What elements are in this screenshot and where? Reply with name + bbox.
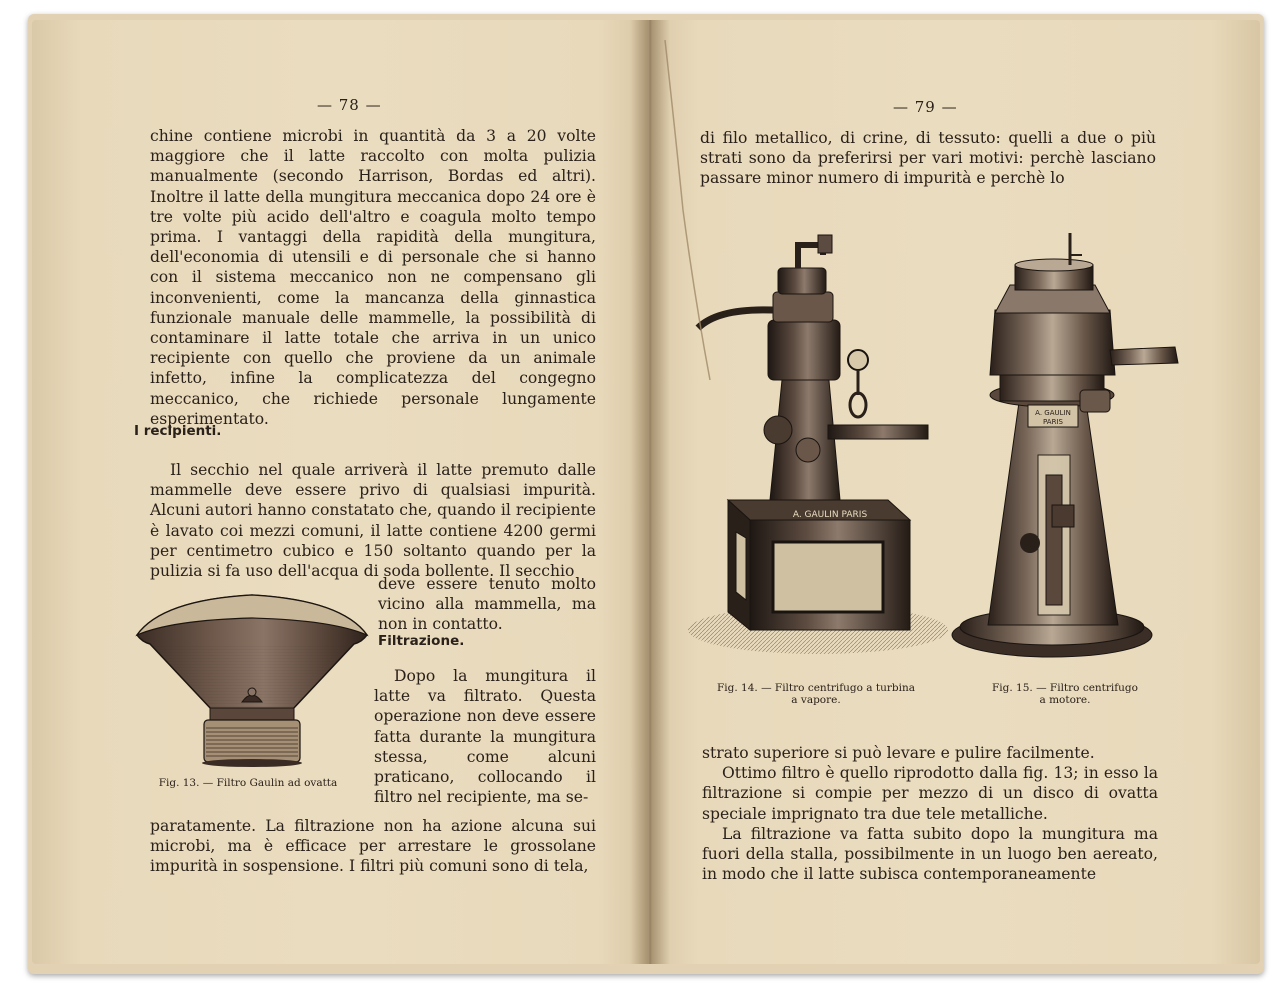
funnel-filter-illustration	[132, 580, 372, 780]
paragraph-text: La filtrazione va fatta subito dopo la mungitura ma fuori della stalla, possibilmente in un luogo ben aereato, in modo che il latte subisca contemporaneamente	[702, 824, 1158, 884]
figure-14-caption	[696, 682, 936, 706]
paragraph-recipienti-cont	[378, 574, 596, 635]
paragraph-text: chine contiene microbi in quantità da 3 a 20 volte maggiore che il latte raccolto con molta pulizia manualmente (secondo Harrison, Bordas ed altri). Inoltre il latte della mungitura meccanica dopo 24 ore è tre volte più acido dell'altro e coagula molto tempo prima. I vantaggi della rapidità della mungitura, dell'economia di utensili e di personale che si hanno con il sistema meccanico non ne compensano gli inconvenienti, come la mancanza della ginnastica funzionale manuale delle mammelle, la possibilità di contaminare il latte totale che arriva in un unico recipiente con quello che proviene da un animale infetto, infine la complicatezza del congegno meccanico, che richiede personale lungamente esperimentato.	[150, 127, 596, 428]
paragraph-text: di filo metallico, di crine, di tessuto: quelli a due o più strati sono da preferirsi per vari motivi: perchè lasciano passare minor numero di impurità e perchè lo	[700, 129, 1156, 188]
caption-line: Fig. 14. — Filtro centrifugo a turbina	[717, 682, 915, 694]
maker-plate-line1: A. GAULIN	[1035, 409, 1071, 417]
paragraph-text: Dopo la mungitura il latte va filtrato. Questa operazione non deve essere fatta durante la mungitura stessa, come alcuni praticano, collocando il filtro nel recipiente, ma se-	[374, 667, 596, 807]
paragraph-filtrazione	[374, 666, 596, 807]
paragraph-text: strato superiore si può levare e pulire facilmente.	[702, 744, 1095, 762]
figure-15-caption	[950, 682, 1180, 706]
page-number: — 79 —	[893, 98, 958, 116]
section-heading-recipienti: I recipienti.	[134, 423, 222, 439]
paragraph-text: deve essere tenuto molto vicino alla mammella, ma non in contatto.	[378, 575, 596, 634]
paragraph-text: Il secchio nel quale arriverà il latte premuto dalle mammelle deve essere privo di qualsiasi impurità. Alcuni autori hanno constatato che, quando il recipiente è lavato coi mezzi comuni, il latte contiene 4200 germi per centimetro cubico e 150 soltanto quando per la pulizia si fa uso dell'acqua di soda bollente. Il secchio	[150, 461, 596, 581]
page-number: — 78 —	[317, 96, 382, 114]
paragraph-recipienti	[150, 460, 596, 581]
figure-13-caption: Fig. 13. — Filtro Gaulin ad ovatta	[158, 777, 338, 789]
turbine-filter-illustration	[678, 220, 948, 660]
figure-14-turbine-filter	[678, 220, 948, 660]
caption-line: a motore.	[1039, 694, 1091, 706]
caption-line: a vapore.	[791, 694, 841, 706]
caption-line: Fig. 15. — Filtro centrifugo	[992, 682, 1138, 694]
paragraph-text: paratamente. La filtrazione non ha azione alcuna sui microbi, ma è efficace per arrestare le grossolane impurità in sospensione. I filtri più comuni sono di tela,	[150, 817, 596, 876]
paragraph-filtrazione-cont	[150, 816, 596, 877]
maker-plate-line2: PARIS	[1043, 418, 1063, 426]
paragraph-text: Ottimo filtro è quello riprodotto dalla fig. 13; in esso la filtrazione si compie per mezzo di un disco di ovatta speciale imprignato tra due tele metalliche.	[702, 764, 1158, 823]
motor-filter-illustration	[940, 225, 1190, 665]
figure-15-motor-filter	[940, 225, 1190, 665]
section-heading-filtrazione: Filtrazione.	[378, 633, 465, 649]
left-page	[32, 20, 648, 964]
right-page	[650, 20, 1260, 964]
paragraph-milking-machine	[150, 126, 596, 429]
maker-plate: A. GAULIN PARIS	[792, 510, 868, 520]
figure-13-gaulin-filter	[132, 580, 372, 780]
paragraph-upper-layer	[702, 743, 1158, 884]
paragraph-filter-types	[700, 128, 1156, 189]
